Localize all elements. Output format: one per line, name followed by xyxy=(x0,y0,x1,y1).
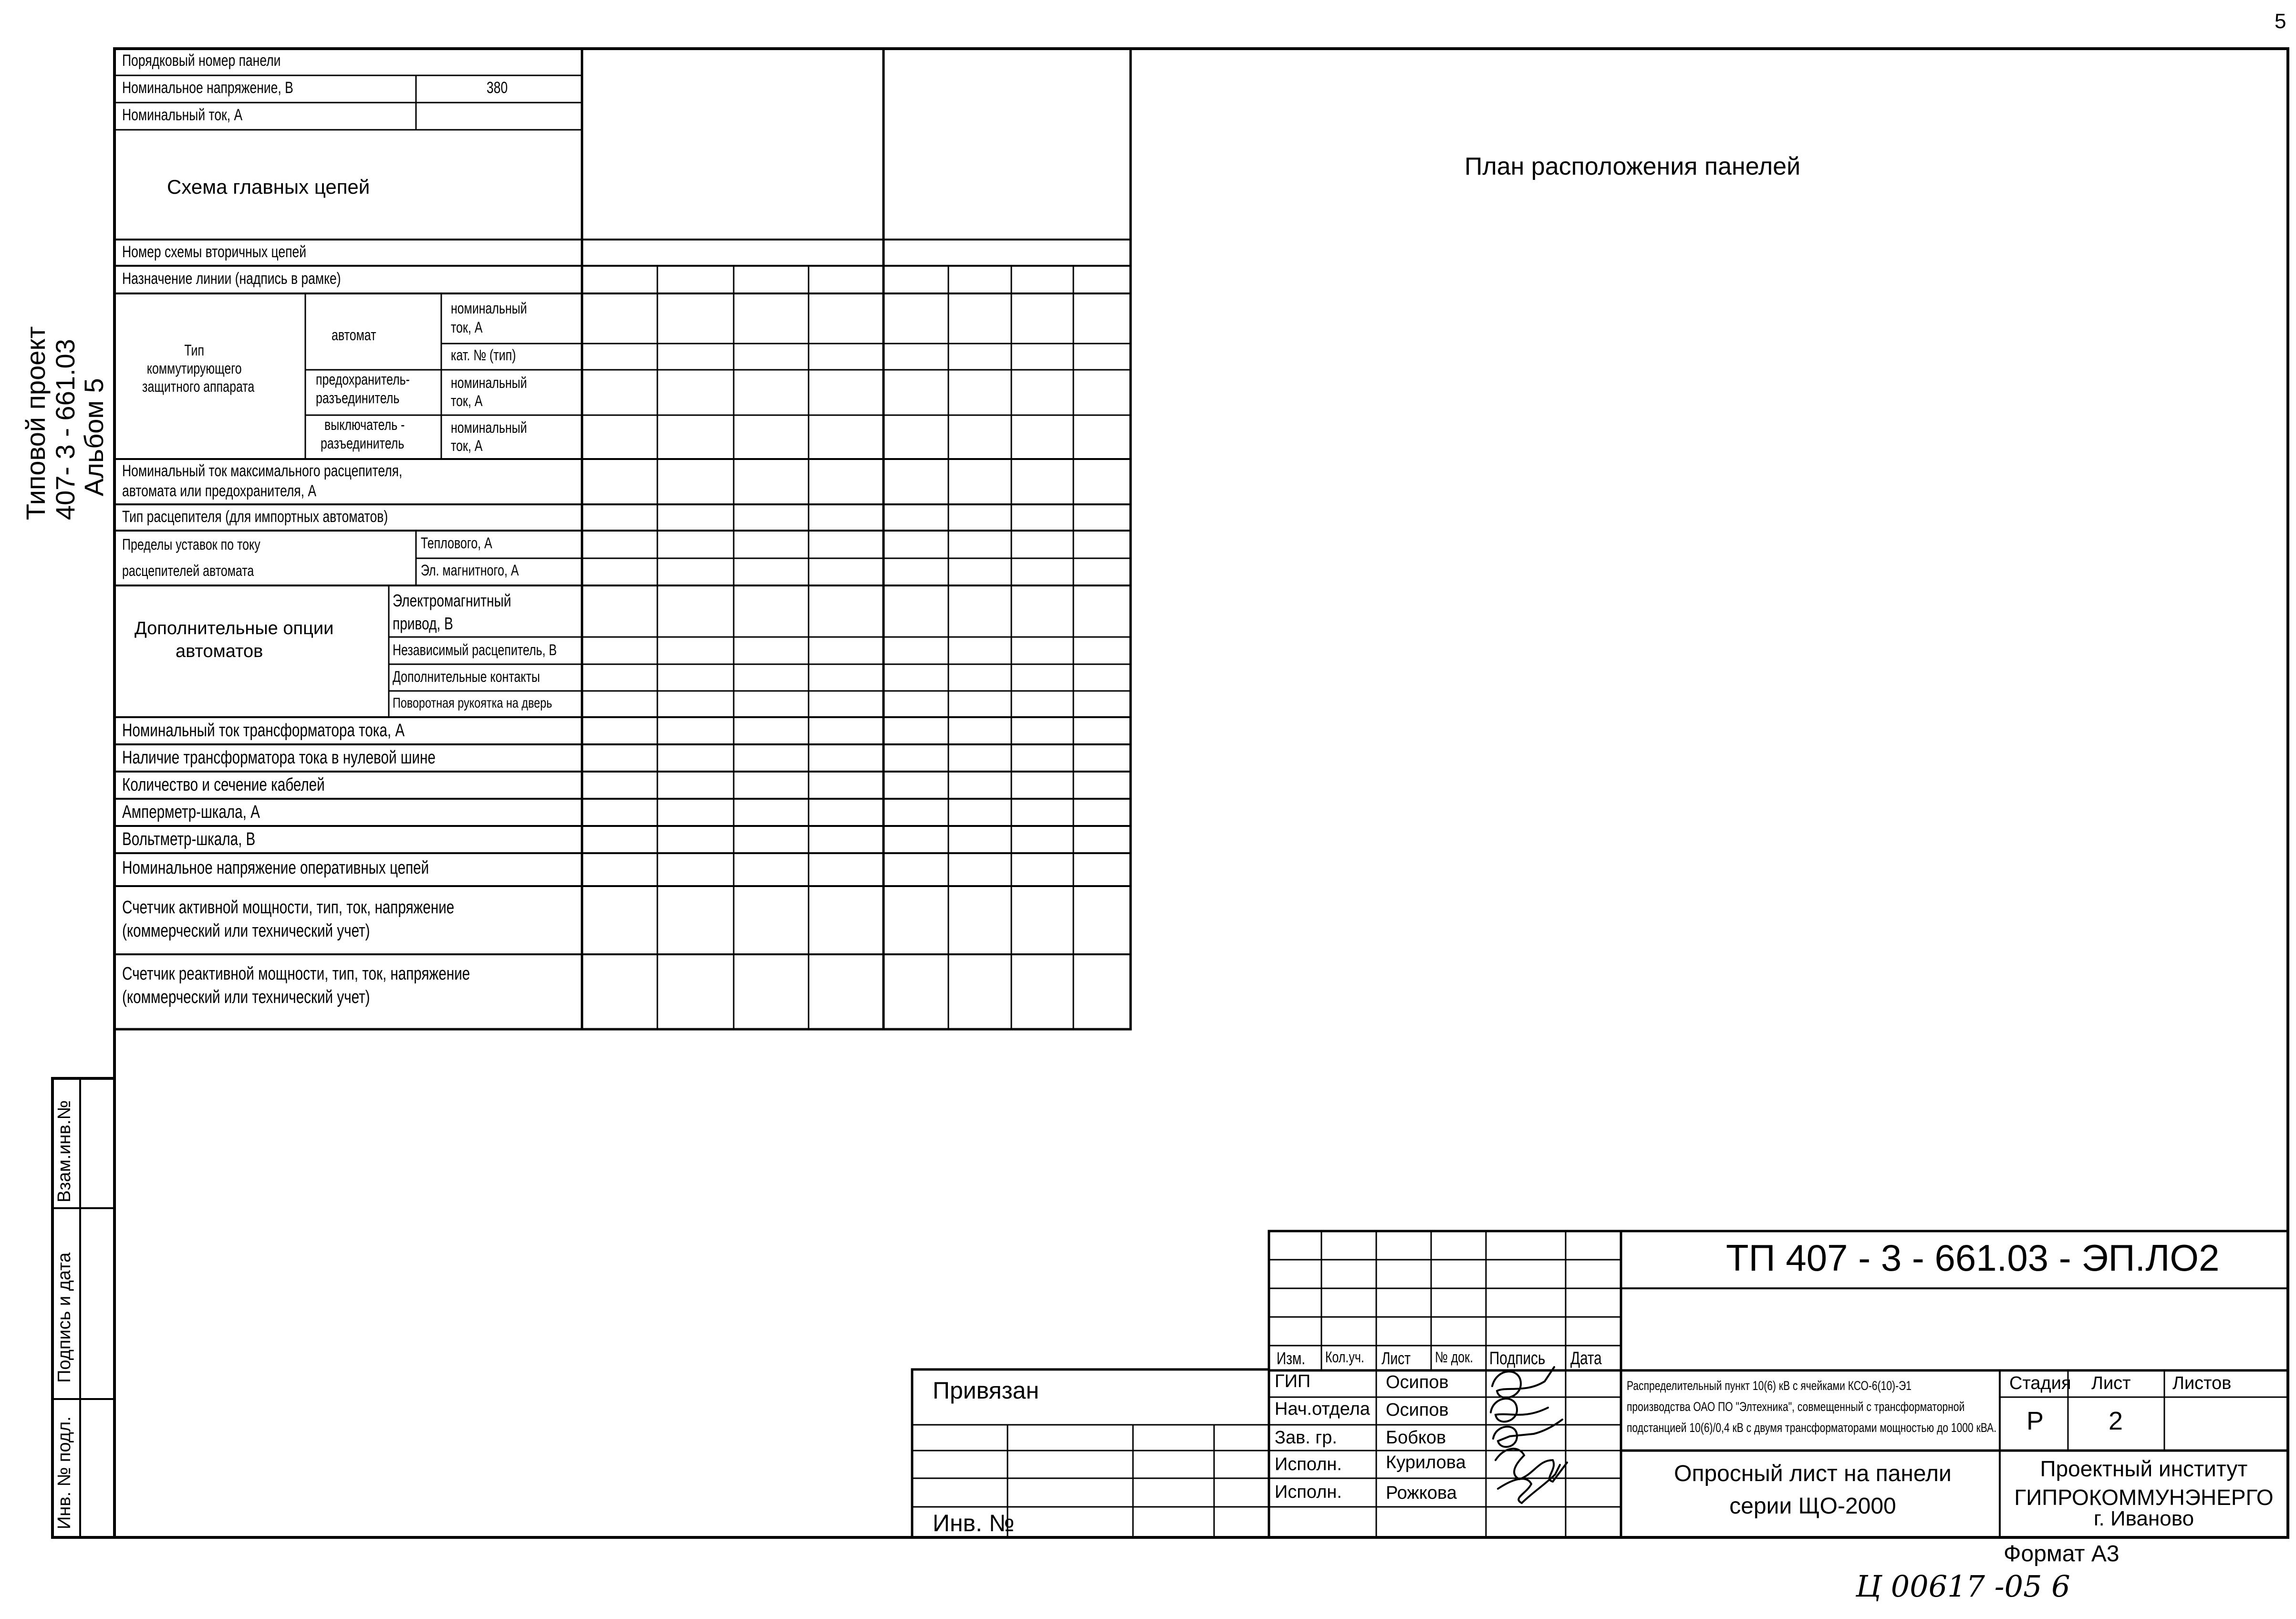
predohr-nom-1: номинальный xyxy=(451,374,527,391)
row-oper-voltage: Номинальное напряжение оперативных цепей xyxy=(122,858,429,878)
name-zav-gr: Бобков xyxy=(1386,1428,1446,1448)
list-value: 2 xyxy=(2109,1407,2123,1435)
name-nach-otdela: Осипов xyxy=(1386,1400,1449,1420)
hdr-list: Лист xyxy=(1382,1348,1411,1368)
side-project-line3: Альбом 5 xyxy=(79,378,109,496)
row-line-purpose: Назначение линии (надпись в рамке) xyxy=(122,270,341,288)
row-nominal-current: Номинальный ток, А xyxy=(122,106,243,124)
document-code: ТП 407 - 3 - 661.03 - ЭП.ЛО2 xyxy=(1726,1237,2220,1279)
format-label: Формат А3 xyxy=(2004,1541,2119,1567)
role-zav-gr: Зав. гр. xyxy=(1275,1428,1337,1448)
row-reactive-meter-2: (коммерческий или технический учет) xyxy=(122,987,370,1007)
nom-tok-a-2: ток, А xyxy=(451,319,483,336)
row-ct-current: Номинальный ток трансформатора тока, А xyxy=(122,721,405,741)
list-label: Лист xyxy=(2091,1373,2131,1393)
sheet-title-2: серии ЩО-2000 xyxy=(1729,1494,1896,1519)
side-stamp-vzam: Взам.инв.№ xyxy=(54,1100,74,1202)
desc-line-1: Распределительный пункт 10(6) кВ с ячейками КСО-6(10)-Э1 xyxy=(1627,1379,1912,1393)
name-ispoln-2: Рожкова xyxy=(1386,1483,1457,1503)
role-ispoln-1: Исполн. xyxy=(1275,1454,1342,1474)
name-gip: Осипов xyxy=(1386,1372,1449,1392)
row-panel-number: Порядковый номер панели xyxy=(122,52,281,70)
row-cables: Количество и сечение кабелей xyxy=(122,775,325,795)
page-number: 5 xyxy=(2275,10,2286,33)
predohr-nom-2: ток, А xyxy=(451,392,483,409)
stadia-label: Стадия xyxy=(2009,1373,2071,1393)
org-line-2: ГИПРОКОММУНЭНЕРГО xyxy=(2014,1485,2274,1510)
elmag-privod-1: Электромагнитный xyxy=(393,591,511,610)
type-label-3: защитного аппарата xyxy=(142,378,255,395)
vyklyuchatel-1: выключатель - xyxy=(324,416,405,433)
ustavki-2: расцепителей автомата xyxy=(122,562,254,579)
desc-line-3: подстанцией 10(6)/0,4 кВ с двумя трансформаторами мощностью до 1000 кВА. xyxy=(1627,1421,1997,1435)
desc-line-2: производства ОАО ПО "Элтехника", совмещенный с трансформаторной xyxy=(1627,1400,1965,1414)
row-ammeter: Амперметр-шкала, А xyxy=(122,802,260,822)
side-project-line2: 407- 3 - 661.03 xyxy=(50,339,80,520)
row-voltmeter: Вольтметр-шкала, В xyxy=(122,829,256,849)
row-reactive-meter-1: Счетчик реактивной мощности, тип, ток, напряжение xyxy=(122,964,470,984)
nominal-voltage-value: 380 xyxy=(487,79,508,97)
nezav-rasc: Независимый расцепитель, В xyxy=(393,641,557,658)
el-magn-label: Эл. магнитного, А xyxy=(421,562,519,579)
hdr-podpis: Подпись xyxy=(1489,1348,1546,1368)
inv-number-label: Инв. № xyxy=(933,1510,1015,1536)
org-line-3: г. Иваново xyxy=(2093,1507,2194,1530)
nom-tok-a-1: номинальный xyxy=(451,300,527,317)
handwritten-number: Ц 00617 -05 6 xyxy=(1856,1569,2070,1604)
role-gip: ГИП xyxy=(1275,1371,1311,1391)
hdr-kol-uch: Кол.уч. xyxy=(1325,1348,1364,1366)
plan-title: План расположения панелей xyxy=(1465,153,1801,180)
side-stamp-inv-podl: Инв. № подл. xyxy=(54,1416,74,1529)
org-line-1: Проектный институт xyxy=(2040,1456,2248,1481)
row-secondary-scheme: Номер схемы вторичных цепей xyxy=(122,243,307,261)
name-ispoln-1: Курилова xyxy=(1386,1452,1466,1473)
avtomat-label: автомат xyxy=(332,326,376,344)
vyklyuchatel-2: разъединитель xyxy=(321,435,405,452)
row-trip-type: Тип расцепителя (для импортных автоматов) xyxy=(122,508,388,526)
side-stamp-podpis: Подпись и дата xyxy=(54,1252,74,1383)
type-label-1: Тип xyxy=(184,342,205,359)
role-nach-otdela: Нач.отдела xyxy=(1275,1399,1370,1419)
ustavki-1: Пределы уставок по току xyxy=(122,536,260,553)
row-max-trip-2: автомата или предохранителя, А xyxy=(122,482,317,500)
predohranitel-2: разъединитель xyxy=(316,389,400,407)
role-ispoln-2: Исполн. xyxy=(1275,1482,1342,1502)
hdr-n-dok: № док. xyxy=(1435,1348,1474,1366)
row-nominal-voltage: Номинальное напряжение, В xyxy=(122,79,293,97)
teplovogo-label: Теплового, А xyxy=(421,534,492,552)
hdr-data: Дата xyxy=(1570,1348,1602,1368)
dop-options-1: Дополнительные опции xyxy=(135,618,334,638)
stadia-value: Р xyxy=(2026,1407,2044,1435)
row-ct-neutral: Наличие трансформатора тока в нулевой шине xyxy=(122,748,436,768)
side-project-line1: Типовой проект xyxy=(21,326,51,520)
kat-nom-label: кат. № (тип) xyxy=(451,346,516,364)
row-max-trip-1: Номинальный ток максимального расцепителя, xyxy=(122,462,403,480)
dop-options-2: автоматов xyxy=(176,641,263,661)
dop-kontakty: Дополнительные контакты xyxy=(393,668,540,685)
sheet-title-1: Опросный лист на панели xyxy=(1674,1461,1952,1486)
elmag-privod-2: привод, В xyxy=(393,614,453,633)
vykl-nom-2: ток, А xyxy=(451,437,483,454)
row-active-meter-1: Счетчик активной мощности, тип, ток, напряжение xyxy=(122,898,455,918)
predohranitel-1: предохранитель- xyxy=(316,371,410,388)
hdr-izm: Изм. xyxy=(1277,1348,1306,1368)
row-main-circuit: Схема главных цепей xyxy=(167,176,370,198)
type-label-2: коммутирующего xyxy=(146,360,242,377)
privyazan-label: Привязан xyxy=(933,1377,1039,1404)
povorot-rukoyatka: Поворотная рукоятка на дверь xyxy=(393,695,552,711)
row-active-meter-2: (коммерческий или технический учет) xyxy=(122,921,370,941)
listov-label: Листов xyxy=(2172,1373,2232,1393)
vykl-nom-1: номинальный xyxy=(451,419,527,436)
